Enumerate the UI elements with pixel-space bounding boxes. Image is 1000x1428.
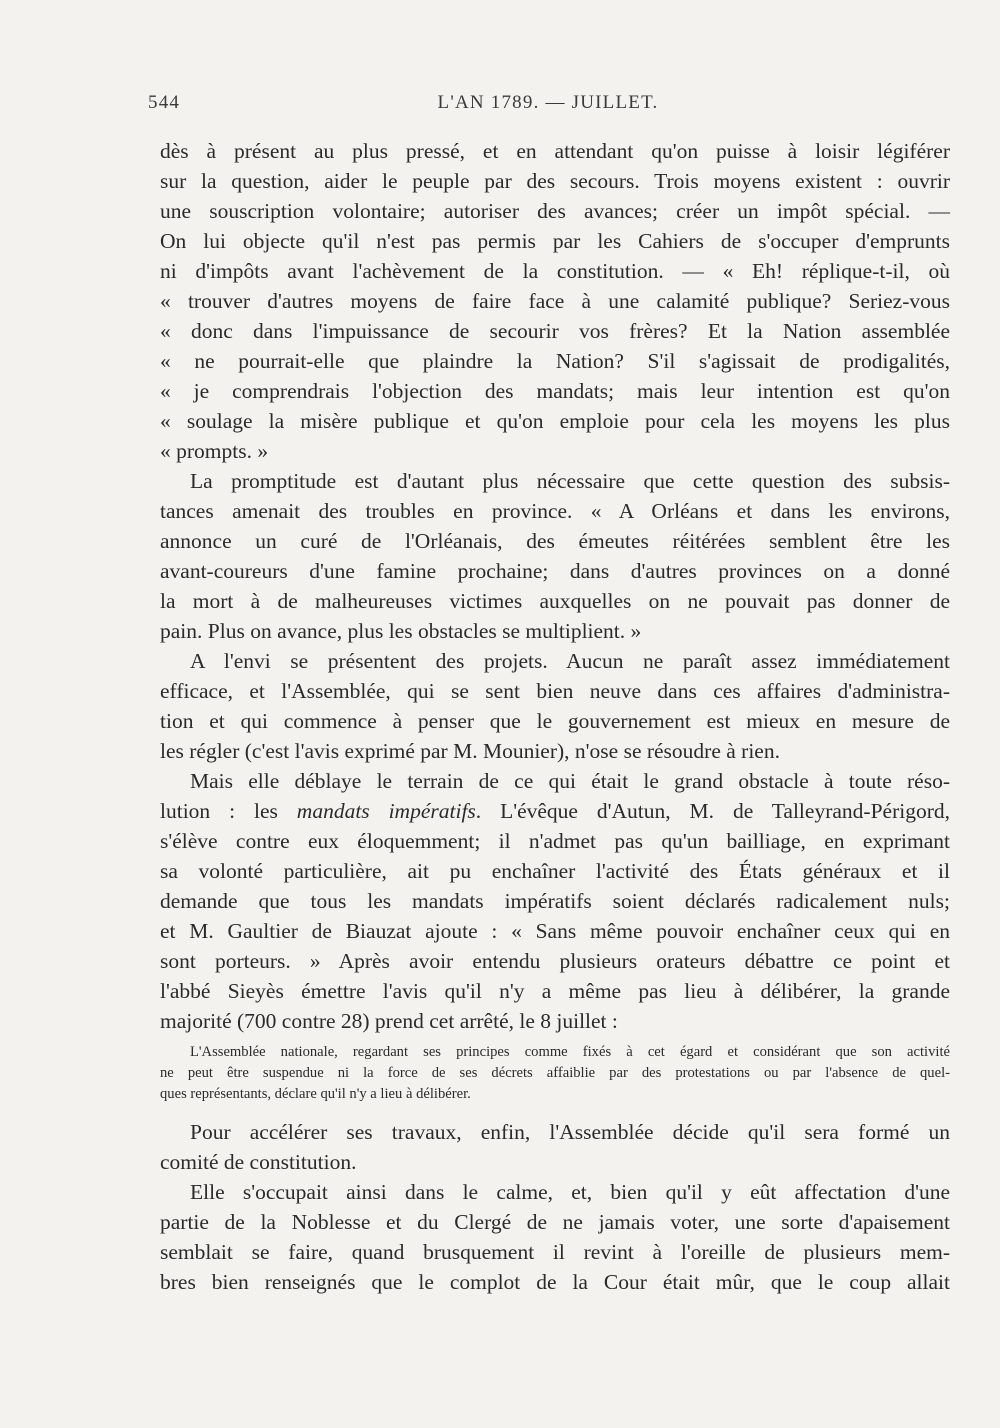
- text-line: partie de la Noblesse et du Clergé de ne jamais voter, une sorte d'apaisement: [160, 1210, 950, 1234]
- paragraph: [160, 766, 950, 1036]
- text-line: s'élève contre eux éloquemment; il n'admet pas qu'un bailliage, en exprimant: [160, 829, 950, 853]
- text-line: Elle s'occupait ainsi dans le calme, et, bien qu'il y eût affectation d'une: [190, 1180, 950, 1204]
- running-title: L'AN 1789. — JUILLET.: [437, 92, 659, 113]
- text-line: ni d'impôts avant l'achèvement de la constitution. — « Eh! réplique-t-il, où: [160, 259, 950, 283]
- text-line: « prompts. »: [160, 439, 269, 463]
- quote-line: L'Assemblée nationale, regardant ses principes comme fixés à cet égard et considérant que son activité: [190, 1044, 950, 1060]
- text-line: une souscription volontaire; autoriser des avances; créer un impôt spécial. —: [160, 199, 950, 223]
- text-fragment: lution : les: [160, 799, 297, 823]
- text-line: pain. Plus on avance, plus les obstacles se multiplient. »: [160, 619, 642, 643]
- text-line: tances amenait des troubles en province. « A Orléans et dans les environs,: [160, 499, 950, 523]
- text-line: sur la question, aider le peuple par des secours. Trois moyens existent : ouvrir: [160, 169, 950, 193]
- text-line: bres bien renseignés que le complot de la Cour était mûr, que le coup allait: [160, 1270, 950, 1294]
- text-line: A l'envi se présentent des projets. Aucun ne paraît assez immédiatement: [190, 649, 950, 673]
- body-text: [160, 136, 950, 1297]
- text-line: semblait se faire, quand brusquement il revint à l'oreille de plusieurs mem-: [160, 1240, 950, 1264]
- text-line: On lui objecte qu'il n'est pas permis par les Cahiers de s'occuper d'emprunts: [160, 229, 950, 253]
- decree-quotation: [160, 1042, 950, 1105]
- text-line: l'abbé Sieyès émettre l'avis qu'il n'y a même pas lieu à délibérer, la grande: [160, 979, 950, 1003]
- text-line: efficace, et l'Assemblée, qui se sent bien neuve dans ces affaires d'administra-: [160, 679, 950, 703]
- text-line: demande que tous les mandats impératifs soient déclarés radicalement nuls;: [160, 889, 950, 913]
- text-line: sont porteurs. » Après avoir entendu plusieurs orateurs débattre ce point et: [160, 949, 950, 973]
- text-line: les régler (c'est l'avis exprimé par M. Mounier), n'ose se résoudre à rien.: [160, 739, 780, 763]
- text-line: comité de constitution.: [160, 1150, 357, 1174]
- text-line: annonce un curé de l'Orléanais, des émeutes réitérées semblent être les: [160, 529, 950, 553]
- text-line: sa volonté particulière, ait pu enchaîner l'activité des États généraux et il: [160, 859, 950, 883]
- paragraph: [160, 466, 950, 646]
- paragraph: [160, 1177, 950, 1297]
- quote-line: ques représentants, déclare qu'il n'y a lieu à délibérer.: [160, 1086, 471, 1102]
- text-line: majorité (700 contre 28) prend cet arrêté, le 8 juillet :: [160, 1009, 618, 1033]
- paragraph: [160, 646, 950, 766]
- page-header: [148, 92, 948, 118]
- page-number: 544: [148, 92, 181, 113]
- paragraph: [160, 1117, 950, 1177]
- text-line: « donc dans l'impuissance de secourir vos frères? Et la Nation assemblée: [160, 319, 950, 343]
- text-line: tion et qui commence à penser que le gouvernement est mieux en mesure de: [160, 709, 950, 733]
- text-line: « trouver d'autres moyens de faire face à une calamité publique? Seriez-vous: [160, 289, 950, 313]
- text-line: Mais elle déblaye le terrain de ce qui était le grand obstacle à toute réso-: [190, 769, 950, 793]
- text-line: La promptitude est d'autant plus nécessaire que cette question des subsis-: [190, 469, 950, 493]
- text-line: « ne pourrait-elle que plaindre la Nation? S'il s'agissait de prodigalités,: [160, 349, 950, 373]
- text-line: la mort à de malheureuses victimes auxquelles on ne pouvait pas donner de: [160, 589, 950, 613]
- text-line-with-italic: [160, 796, 950, 826]
- text-fragment: . L'évêque d'Autun, M. de Talleyrand-Périgord,: [475, 799, 950, 823]
- text-line: et M. Gaultier de Biauzat ajoute : « Sans même pouvoir enchaîner ceux qui en: [160, 919, 950, 943]
- italic-term: mandats impératifs: [296, 799, 476, 823]
- text-line: « soulage la misère publique et qu'on emploie pour cela les moyens les plus: [160, 409, 950, 433]
- paragraph: [160, 136, 950, 466]
- text-line: Pour accélérer ses travaux, enfin, l'Assemblée décide qu'il sera formé un: [190, 1120, 950, 1144]
- quote-line: ne peut être suspendue ni la force de ses décrets affaiblie par des protestations ou par l'absence de quel-: [160, 1065, 950, 1081]
- text-line: avant-coureurs d'une famine prochaine; dans d'autres provinces on a donné: [160, 559, 950, 583]
- text-line: dès à présent au plus pressé, et en attendant qu'on puisse à loisir légiférer: [160, 139, 950, 163]
- text-line: « je comprendrais l'objection des mandats; mais leur intention est qu'on: [160, 379, 950, 403]
